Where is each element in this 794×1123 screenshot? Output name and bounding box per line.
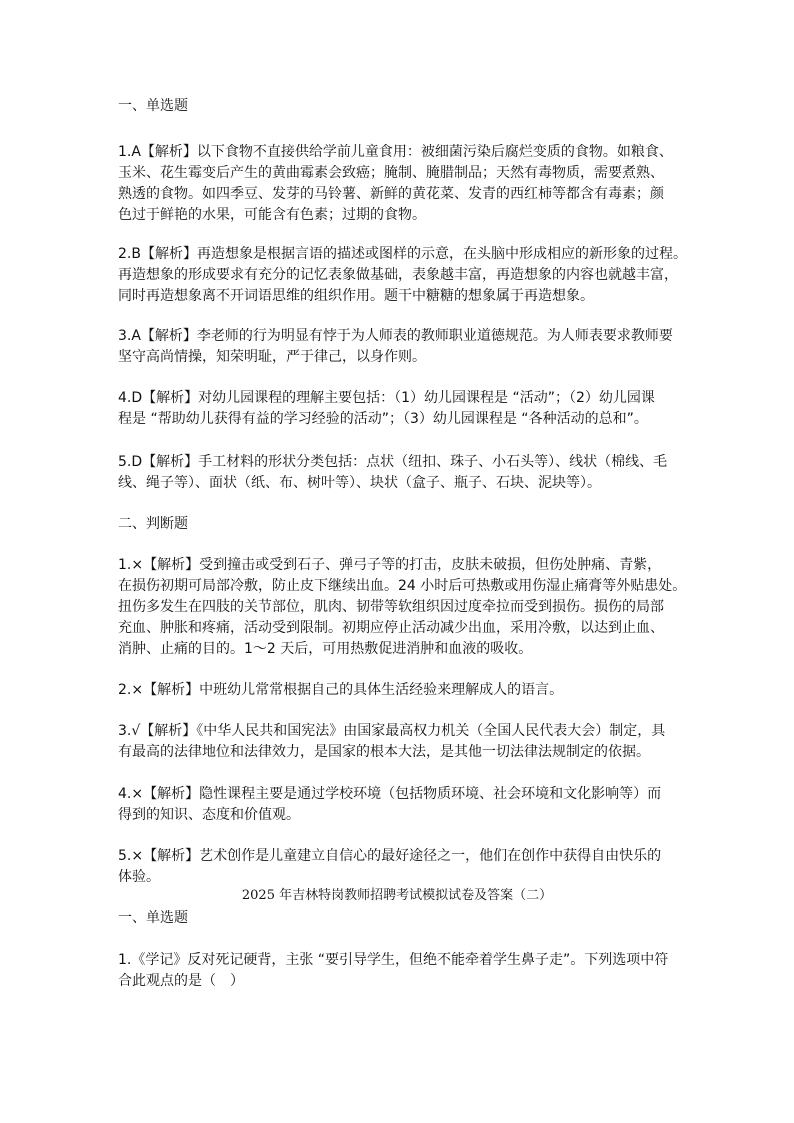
text-line: 5.×【解析】艺术创作是儿童建立自信心的最好途径之一，他们在创作中获得自由快乐的 xyxy=(118,848,662,864)
text-line: 4.D【解析】对幼儿园课程的理解主要包括：（1）幼儿园课程是 “活动”；（2）幼儿园课 xyxy=(118,390,655,406)
text-line: 3.A【解析】李老师的行为明显有悖于为人师表的教师职业道德规范。为人师表要求教师要 xyxy=(118,328,673,344)
text-line: 再造想象的形成要求有充分的记忆表象做基础，表象越丰富，再造想象的内容也就越丰富， xyxy=(118,267,678,283)
text-line: 合此观点的是（ ） xyxy=(118,973,244,989)
text-line: 2.×【解析】中班幼儿常常根据自己的具体生活经验来理解成人的语言。 xyxy=(118,682,564,698)
section-heading-single-choice: 一、单选题 xyxy=(118,98,188,114)
text-line: 体验。 xyxy=(118,869,160,885)
text-line: 玉米、花生霉变后产生的黄曲霉素会致癌；腌制、腌腊制品；天然有毒物质，需要煮熟、 xyxy=(118,165,664,181)
text-line: 同时再造想象离不开词语思维的组织作用。题干中糖糖的想象属于再造想象。 xyxy=(118,288,594,304)
judge-item-3 xyxy=(118,721,665,763)
text-line: 有最高的法律地位和法律效力，是国家的根本大法，是其他一切法律法规制定的依据。 xyxy=(118,744,650,760)
answer-item-5 xyxy=(118,452,667,494)
text-line: 色过于鲜艳的水果，可能含有色素；过期的食物。 xyxy=(118,207,426,223)
section-heading-single-choice-2: 一、单选题 xyxy=(118,910,188,926)
answer-item-4 xyxy=(118,388,655,430)
text-line: 线、绳子等）、面状（纸、布、树叶等）、块状（盒子、瓶子、石块、泥块等）。 xyxy=(118,475,601,491)
question-item-1 xyxy=(118,950,668,992)
text-line: 充血、肿胀和疼痛，活动受到限制。初期应停止活动减少出血，采用冷敷，以达到止血、 xyxy=(118,620,664,636)
text-line: 5.D【解析】手工材料的形状分类包括：点状（纽扣、珠子、小石头等）、线状（棉线、毛 xyxy=(118,454,668,470)
text-line: 程是 “帮助幼儿获得有益的学习经验的活动”；（3）幼儿园课程是 “各种活动的总和”。 xyxy=(118,411,648,427)
answer-item-1 xyxy=(118,142,673,226)
text-line: 坚守高尚情操，知荣明耻，严于律己，以身作则。 xyxy=(118,349,426,365)
exam-title: 2025 年吉林特岗教师招聘考试模拟试卷及答案（二） xyxy=(241,888,553,903)
text-line: 4.×【解析】隐性课程主要是通过学校环境（包括物质环境、社会环境和文化影响等）而 xyxy=(118,786,662,802)
answer-item-2 xyxy=(118,244,687,307)
text-line: 在损伤初期可局部冷敷，防止皮下继续出血。24 小时后可热敷或用伤湿止痛膏等外贴患处。 xyxy=(118,578,687,594)
text-line: 1.A【解析】以下食物不直接供给学前儿童食用：被细菌污染后腐烂变质的食物。如粮食、 xyxy=(118,144,673,160)
text-line: 得到的知识、态度和价值观。 xyxy=(118,807,300,823)
judge-item-5 xyxy=(118,846,661,888)
text-line: 3.√【解析】《中华人民共和国宪法》由国家最高权力机关（全国人民代表大会）制定，具 xyxy=(118,723,666,739)
section-heading-true-false: 二、判断题 xyxy=(118,516,188,532)
text-line: 扭伤多发生在四肢的关节部位，肌肉、韧带等软组织因过度牵拉而受到损伤。损伤的局部 xyxy=(118,599,664,615)
answer-item-3 xyxy=(118,326,673,368)
text-line: 1.×【解析】受到撞击或受到石子、弹弓子等的打击，皮肤未破损，但伤处肿痛、青紫， xyxy=(118,557,662,573)
text-line: 2.B【解析】再造想象是根据言语的描述或图样的示意，在头脑中形成相应的新形象的过程。 xyxy=(118,246,687,262)
judge-item-4 xyxy=(118,784,661,826)
text-line: 1.《学记》反对死记硬背，主张 “要引导学生，但绝不能牵着学生鼻子走”。下列选项中符 xyxy=(118,952,669,968)
judge-item-1 xyxy=(118,555,686,660)
text-line: 消肿、止痛的目的。1～2 天后，可用热敷促进消肿和血液的吸收。 xyxy=(118,641,533,657)
text-line: 熟透的食物。如四季豆、发芽的马铃薯、新鲜的黄花菜、发青的西红柿等都含有毒素；颜 xyxy=(118,186,664,202)
judge-item-2 xyxy=(118,680,563,701)
